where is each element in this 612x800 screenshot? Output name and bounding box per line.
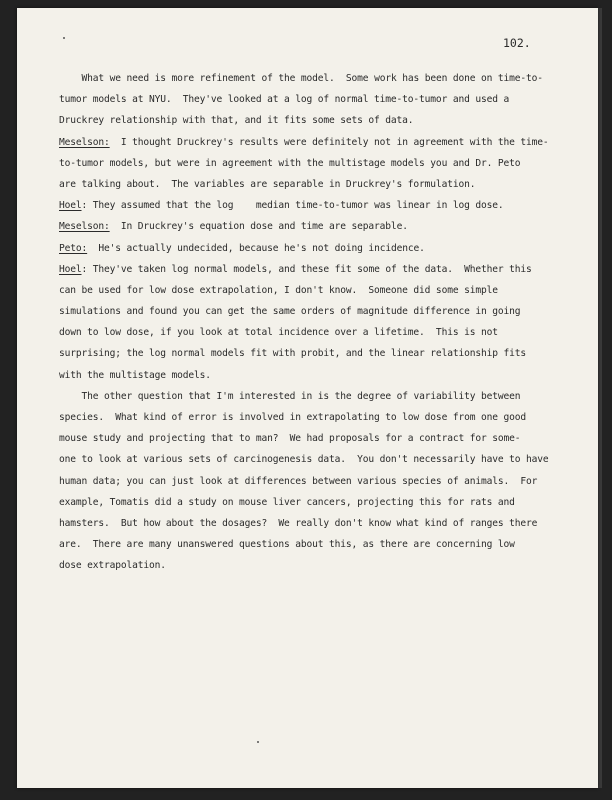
line-text: example, Tomatis did a study on mouse liver cancers, projecting this for rats and xyxy=(59,496,515,508)
line-text: In Druckrey's equation dose and time are separable. xyxy=(109,221,408,233)
line-text: are talking about. The variables are separable in Druckrey's formulation. xyxy=(59,178,476,190)
line-text: Druckrey relationship with that, and it fits some sets of data. xyxy=(59,115,414,127)
transcript-line xyxy=(59,365,579,386)
transcript-body xyxy=(59,68,579,577)
line-text: The other question that I'm interested in is the degree of variability between xyxy=(81,390,521,402)
paragraph-indent xyxy=(59,391,82,402)
paragraph-indent xyxy=(59,73,82,84)
speck-mark xyxy=(63,37,65,39)
speaker-name: Meselson: xyxy=(59,136,110,148)
speaker-name: Hoel xyxy=(59,263,82,275)
transcript-line xyxy=(59,386,579,407)
line-text: down to low dose, if you look at total incidence over a lifetime. This is not xyxy=(59,327,498,339)
transcript-line xyxy=(59,238,579,259)
line-text: mouse study and projecting that to man? We had proposals for a contract for some- xyxy=(59,433,521,445)
transcript-line xyxy=(59,343,579,364)
line-text: dose extrapolation. xyxy=(59,560,166,572)
line-text: one to look at various sets of carcinogenesis data. You don't necessarily have to have xyxy=(59,454,549,466)
speaker-name: Peto: xyxy=(59,242,88,254)
line-text: are. There are many unanswered questions about this, as there are concerning low xyxy=(59,539,515,551)
transcript-line xyxy=(59,555,579,576)
transcript-line xyxy=(59,534,579,555)
line-text: to-tumor models, but were in agreement with the multistage models you and Dr. Peto xyxy=(59,157,521,169)
line-text: : They assumed that the log median time-to-tumor was linear in log dose. xyxy=(81,200,504,212)
line-text: simulations and found you can get the same orders of magnitude difference in going xyxy=(59,306,521,318)
transcript-line xyxy=(59,68,579,89)
line-text: surprising; the log normal models fit with probit, and the linear relationship fits xyxy=(59,348,526,360)
line-text: hamsters. But how about the dosages? We really don't know what kind of ranges there xyxy=(59,517,538,529)
transcript-line xyxy=(59,216,579,237)
transcript-line xyxy=(59,301,579,322)
transcript-line xyxy=(59,174,579,195)
line-text: : They've taken log normal models, and these fit some of the data. Whether this xyxy=(81,263,532,275)
speck-mark xyxy=(257,741,259,743)
line-text: tumor models at NYU. They've looked at a log of normal time-to-tumor and used a xyxy=(59,94,510,106)
transcript-line xyxy=(59,513,579,534)
transcript-line xyxy=(59,280,579,301)
line-text: human data; you can just look at differences between various species of animals. For xyxy=(59,475,538,487)
line-text: species. What kind of error is involved in extrapolating to low dose from one good xyxy=(59,412,526,423)
transcript-line xyxy=(59,89,579,110)
line-text: He's actually undecided, because he's not doing incidence. xyxy=(87,242,425,254)
transcript-line xyxy=(59,132,579,153)
transcript-line xyxy=(59,110,579,131)
line-text: I thought Druckrey's results were definitely not in agreement with the time- xyxy=(109,136,549,148)
transcript-line xyxy=(59,449,579,470)
transcript-line xyxy=(59,428,579,449)
line-text: can be used for low dose extrapolation, I don't know. Someone did some simple xyxy=(59,284,498,296)
line-text: What we need is more refinement of the model. Some work has been done on time-to- xyxy=(81,73,543,84)
transcript-line xyxy=(59,153,579,174)
line-text: with the multistage models. xyxy=(59,369,211,381)
speaker-name: Hoel xyxy=(59,200,82,212)
transcript-line xyxy=(59,492,579,513)
transcript-line xyxy=(59,195,579,216)
transcript-line xyxy=(59,259,579,280)
page-number: 102. xyxy=(503,36,531,50)
transcript-line xyxy=(59,322,579,343)
transcript-line xyxy=(59,407,579,428)
speaker-name: Meselson: xyxy=(59,221,110,233)
transcript-line xyxy=(59,471,579,492)
paper-edge-shadow xyxy=(598,8,602,788)
